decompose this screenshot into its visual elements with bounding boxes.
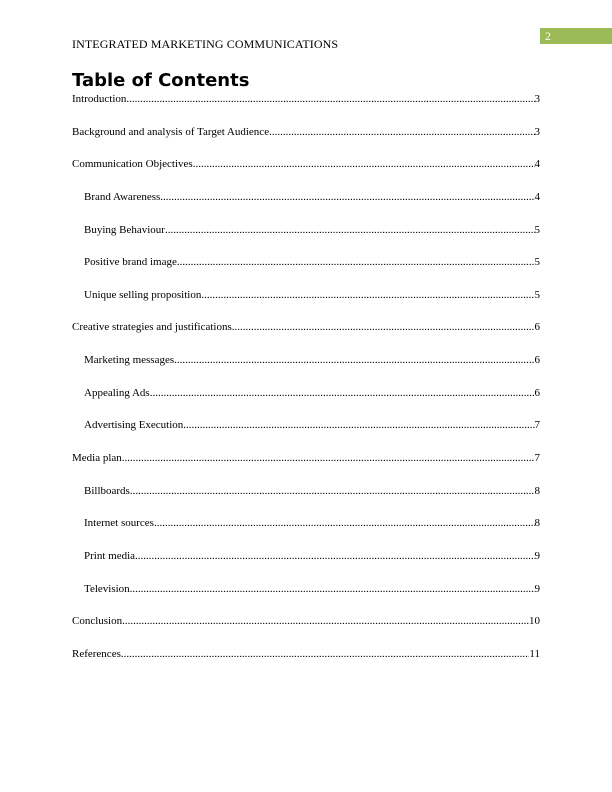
dot-leader	[201, 287, 534, 303]
dot-leader	[150, 385, 535, 401]
toc-entry-media-plan[interactable]	[72, 450, 540, 483]
toc-entry-buying-behaviour[interactable]	[72, 222, 540, 255]
toc-entry-page: 10	[529, 615, 540, 628]
toc-entry-title: Television	[84, 582, 130, 595]
toc-entry-billboards[interactable]	[72, 483, 540, 516]
dot-leader	[122, 450, 535, 466]
running-header: INTEGRATED MARKETING COMMUNICATIONS	[72, 37, 339, 51]
toc-entry-title: Conclusion	[72, 615, 123, 628]
toc-entry-page: 9	[534, 582, 540, 595]
toc-entry-page: 6	[534, 386, 540, 399]
dot-leader	[232, 319, 535, 335]
toc-entry-page: 7	[534, 419, 540, 432]
toc-entry-page: 6	[534, 354, 540, 367]
toc-entry-title: Print media	[84, 549, 136, 562]
toc-entry-title: Creative strategies and justifications	[72, 321, 232, 334]
toc-entry-page: 5	[534, 288, 540, 301]
dot-leader	[177, 254, 535, 270]
dot-leader	[165, 222, 535, 238]
toc-entry-appealing-ads[interactable]	[72, 385, 540, 418]
toc-entry-references[interactable]	[72, 646, 540, 679]
toc-entry-title: Background and analysis of Target Audience	[72, 125, 270, 138]
toc-entry-page: 9	[534, 549, 540, 562]
dot-leader	[122, 613, 529, 629]
dot-leader	[130, 483, 535, 499]
dot-leader	[135, 548, 534, 564]
toc-entry-page: 3	[534, 93, 540, 105]
toc-entry-unique-selling-proposition[interactable]	[72, 287, 540, 320]
toc-entry-title: Media plan	[72, 452, 122, 465]
toc-entry-page: 7	[534, 452, 540, 465]
toc-entry-conclusion[interactable]	[72, 613, 540, 646]
toc-entry-title: Positive brand image	[84, 256, 177, 269]
toc-entry-title: Brand Awareness	[84, 190, 161, 203]
toc-entry-title: References	[72, 647, 121, 660]
dot-leader	[193, 156, 535, 172]
toc-entry-page: 3	[534, 125, 540, 138]
toc-entry-page: 5	[534, 256, 540, 269]
toc-entry-title: Introduction	[72, 93, 127, 105]
dot-leader	[130, 581, 535, 597]
dot-leader	[160, 189, 534, 205]
toc-entry-internet-sources[interactable]	[72, 515, 540, 548]
dot-leader	[174, 352, 534, 368]
toc-entry-title: Internet sources	[84, 517, 154, 530]
page-number-badge: 2	[540, 28, 612, 44]
toc-entry-background[interactable]	[72, 124, 540, 157]
toc-entry-page: 8	[534, 517, 540, 530]
dot-leader	[126, 91, 534, 107]
toc-list	[72, 91, 540, 679]
toc-entry-title: Communication Objectives	[72, 158, 193, 171]
dot-leader	[183, 417, 534, 433]
toc-entry-advertising-execution[interactable]	[72, 417, 540, 450]
toc-title: Table of Contents	[72, 70, 250, 91]
toc-entry-title: Billboards	[84, 484, 130, 497]
toc-entry-page: 8	[534, 484, 540, 497]
toc-entry-title: Unique selling proposition	[84, 288, 202, 301]
toc-entry-title: Advertising Execution	[84, 419, 184, 432]
toc-entry-television[interactable]	[72, 581, 540, 614]
toc-entry-print-media[interactable]	[72, 548, 540, 581]
toc-entry-page: 4	[534, 158, 540, 171]
toc-entry-positive-brand-image[interactable]	[72, 254, 540, 287]
dot-leader	[154, 515, 535, 531]
toc-entry-brand-awareness[interactable]	[72, 189, 540, 222]
toc-entry-marketing-messages[interactable]	[72, 352, 540, 385]
toc-entry-title: Appealing Ads	[84, 386, 150, 399]
toc-entry-creative-strategies[interactable]	[72, 319, 540, 352]
dot-leader	[269, 124, 534, 140]
toc-entry-page: 11	[529, 647, 540, 660]
toc-entry-communication-objectives[interactable]	[72, 156, 540, 189]
toc-entry-title: Buying Behaviour	[84, 223, 165, 236]
toc-entry-page: 4	[534, 190, 540, 203]
toc-entry-page: 5	[534, 223, 540, 236]
toc-entry-title: Marketing messages	[84, 354, 175, 367]
toc-entry-page: 6	[534, 321, 540, 334]
dot-leader	[121, 646, 530, 662]
toc-entry-introduction[interactable]	[72, 91, 540, 124]
